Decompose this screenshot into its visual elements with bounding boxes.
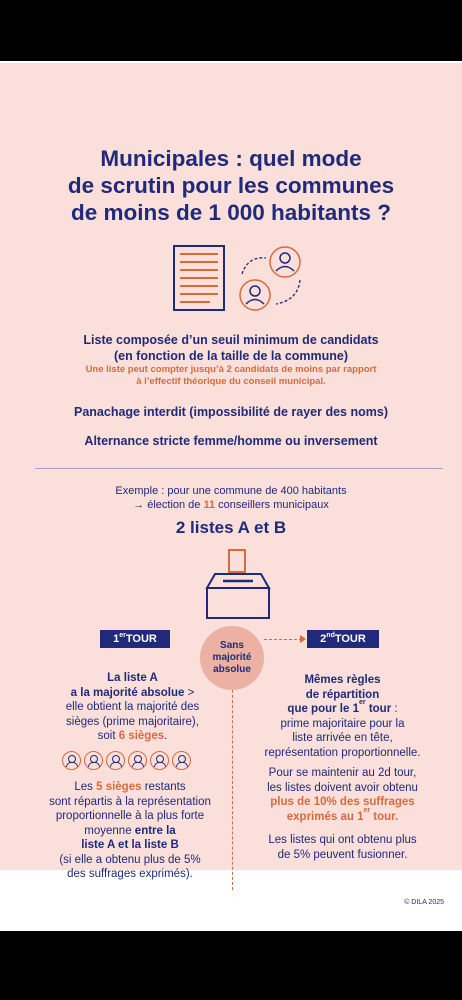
t2-p2-l1: Pour se maintenir au 2d tour,	[268, 767, 417, 779]
tour1-label-num: 1	[113, 633, 120, 645]
no-majority-line1: Sans	[220, 640, 244, 651]
person-icon	[172, 751, 191, 770]
person-icon	[84, 751, 103, 770]
t1-p2-l6: (si elle a obtenu plus de 5%	[59, 853, 201, 866]
title-line1: Municipales : quel mode	[100, 146, 362, 171]
no-majority-line2: majorité	[212, 652, 252, 663]
t1-p2-l1	[30, 780, 230, 795]
tour1-block1	[40, 671, 225, 744]
t2-l3-sup: er	[359, 699, 366, 707]
example-line2	[0, 498, 462, 512]
t1-l5-pre: soit	[97, 730, 119, 742]
t1-l1: La liste A	[107, 672, 158, 684]
t1-p2-l4-bold: entre la	[134, 824, 176, 837]
arrow-right-icon	[300, 635, 306, 643]
tour2-label-text: TOUR	[334, 633, 366, 645]
tour1-badge: 1 $^{er}$ TOUR	[100, 630, 170, 648]
t1-p2-l4	[30, 824, 230, 839]
ballot-box-icon	[205, 548, 271, 620]
tour2-badge: 2 $^{nd}$ TOUR	[307, 630, 379, 648]
t1-l2-rest: >	[184, 686, 195, 699]
example-text	[0, 484, 462, 512]
councillor-count: 11	[203, 499, 216, 511]
t2-l3-end: :	[391, 703, 398, 715]
title-line3: de moins de 1 000 habitants ?	[70, 200, 392, 225]
tour2-block3	[240, 833, 445, 862]
person-icon	[128, 751, 147, 770]
t2-p2-l4-sup: er	[363, 806, 371, 814]
panachage-rule: Panachage interdit (impossibilité de rayer des noms)	[74, 405, 388, 419]
t1-l5-post: .	[164, 730, 168, 742]
example-line2-pre: → élection de	[133, 499, 204, 511]
t2-p3-l2: de 5% peuvent fusionner.	[277, 848, 408, 861]
document-icon	[174, 246, 224, 310]
t1-l2	[40, 686, 225, 701]
t1-p2-l4-pre: moyenne	[84, 824, 135, 837]
page-title	[0, 145, 462, 226]
t2-l6: représentation proportionnelle.	[264, 746, 421, 759]
column-divider	[232, 690, 234, 890]
tour1-block2	[30, 780, 230, 882]
tour2-block2	[240, 766, 445, 824]
t2-p2-l4-post: tour.	[370, 810, 399, 823]
example-line2-post: conseillers municipaux	[215, 499, 329, 511]
tour2-label-num: 2	[320, 633, 327, 645]
t2-l2: de répartition	[305, 688, 380, 701]
t1-l3: elle obtient la majorité des	[65, 701, 200, 713]
list-rule-line1: Liste composée d’un seuil minimum de candidats	[83, 333, 379, 347]
alternance-rule: Alternance stricte femme/homme ou inversement	[84, 434, 378, 448]
t2-l4: prime majoritaire pour la	[280, 717, 405, 730]
t1-l4: sièges (prime majoritaire),	[66, 715, 199, 728]
list-rule	[0, 332, 462, 364]
person-icon	[150, 751, 169, 770]
copyright: © DILA 2025	[404, 899, 444, 906]
candidates-illustration	[170, 240, 310, 320]
list-rule-note-line1: Une liste peut compter jusqu’à 2 candidats de moins par rapport	[85, 364, 377, 375]
t1-seats-6: 6 sièges	[118, 730, 165, 742]
t2-l3-post: tour	[365, 703, 392, 715]
list-rule-note	[0, 364, 462, 388]
t2-p2-l3: plus de 10% des suffrages	[270, 796, 415, 808]
title-line2: de scrutin pour les communes	[67, 173, 395, 198]
t1-p2-l3: proportionnelle à la plus forte	[55, 810, 205, 822]
list-rule-line2: (en fonction de la taille de la commune)	[113, 349, 349, 363]
arrow-line	[264, 639, 302, 641]
example-line1: Exemple : pour une commune de 400 habitants	[115, 485, 347, 497]
t2-p2-l2: les listes doivent avoir obtenu	[267, 781, 418, 794]
tour1-label-text: TOUR	[125, 633, 157, 645]
t1-l2-bold: a la majorité absolue	[70, 686, 185, 699]
t1-l5	[40, 729, 225, 744]
tour2-block1	[240, 673, 445, 760]
t2-p2-l4-pre: exprimés au 1	[286, 810, 364, 823]
t2-l3	[240, 699, 445, 717]
t1-p2-l1-post: restants	[141, 781, 186, 793]
divider	[35, 468, 443, 469]
no-majority-line3: absolue	[213, 664, 251, 675]
t2-l5: liste arrivée en tête,	[292, 732, 393, 744]
t2-l3-pre: que pour le 1	[287, 703, 359, 715]
list-rule-note-line2: à l’effectif théorique du conseil municipal.	[136, 376, 326, 387]
t1-seats-5: 5 sièges	[96, 781, 142, 793]
person-icon	[106, 751, 125, 770]
candidates-icon	[240, 247, 300, 310]
t2-p2-l4	[240, 806, 445, 825]
t1-p2-l2: sont répartis à la représentation	[49, 795, 211, 808]
lists-heading: 2 listes A et B	[175, 518, 287, 537]
seat-icons	[62, 751, 191, 770]
t2-l1: Mêmes règles	[304, 674, 381, 686]
t2-p3-l1: Les listes qui ont obtenu plus	[268, 834, 417, 846]
t1-p2-l1-pre: Les	[74, 781, 97, 793]
t1-p2-l7: des suffrages exprimés).	[67, 868, 193, 880]
t1-p2-l5: liste A et la liste B	[81, 839, 179, 851]
person-icon	[62, 751, 81, 770]
